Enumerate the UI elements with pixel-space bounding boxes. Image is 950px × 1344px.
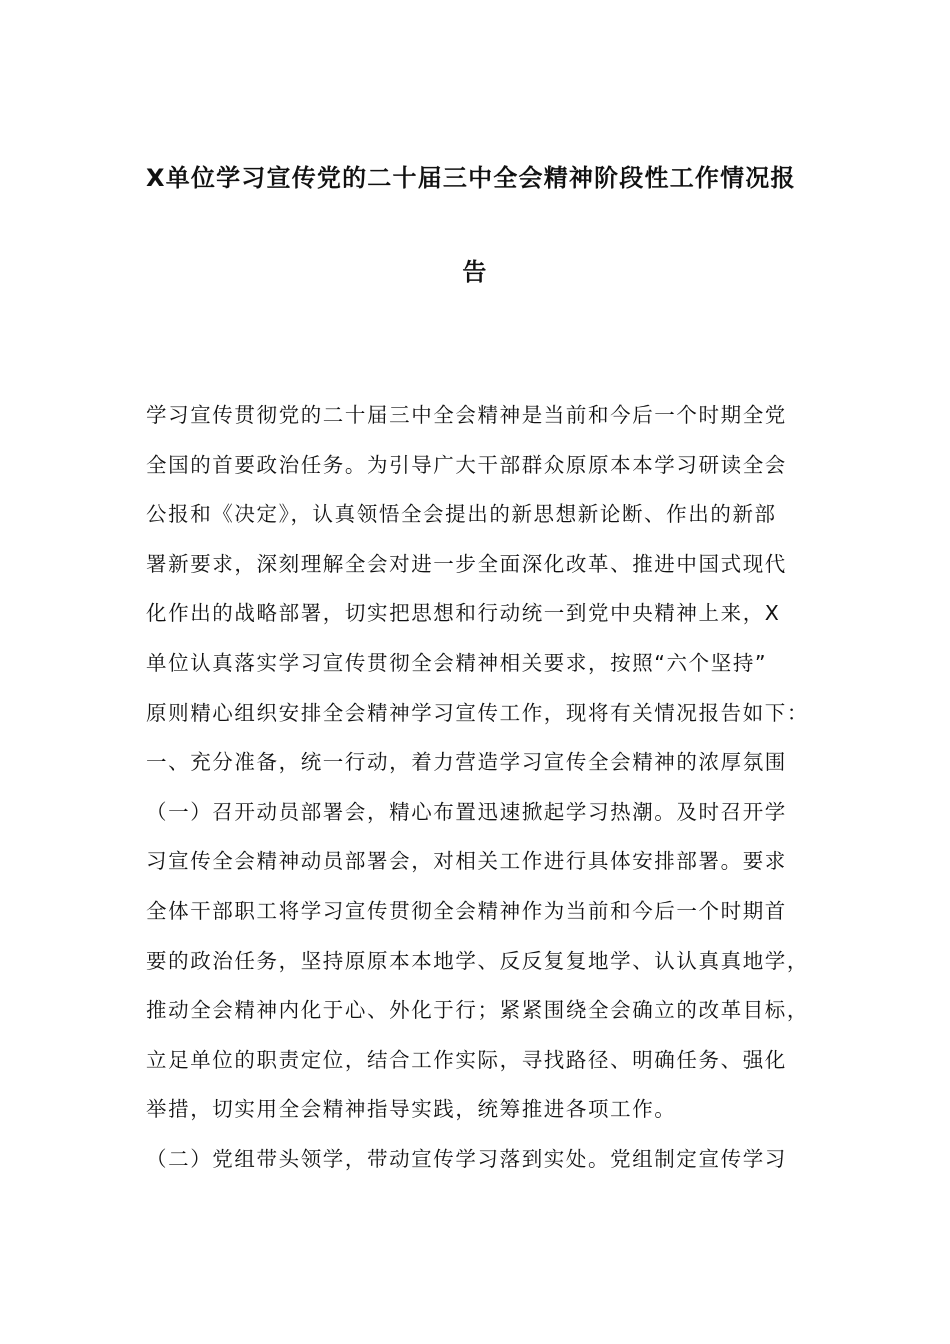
subsection-heading-1: （一）召开动员部署会，精心布置迅速掀起学习热潮。及时召开学 — [146, 799, 787, 824]
body-line: 推动全会精神内化于心、外化于行；紧紧围绕全会确立的改革目标， — [146, 998, 809, 1023]
body-line: 公报和《决定》，认真领悟全会提出的新思想新论断、作出的新部 — [146, 502, 777, 527]
document-body — [146, 398, 826, 1192]
subsection-heading-2: （二）党组带头领学，带动宣传学习落到实处。党组制定宣传学习 — [146, 1146, 787, 1171]
document-title-line-1: X单位学习宣传党的二十届三中全会精神阶段性工作情况报 — [146, 164, 796, 192]
body-line: 全国的首要政治任务。为引导广大干部群众原原本本学习研读全会 — [146, 452, 787, 477]
body-line: 要的政治任务，坚持原原本本地学、反反复复地学、认认真真地学， — [146, 948, 809, 973]
body-line: 立足单位的职责定位，结合工作实际，寻找路径、明确任务、强化 — [146, 1047, 787, 1072]
body-line: 原则精心组织安排全会精神学习宣传工作，现将有关情况报告如下： — [146, 700, 809, 725]
body-line: 习宣传全会精神动员部署会，对相关工作进行具体安排部署。要求 — [146, 849, 787, 874]
body-line: 举措，切实用全会精神指导实践，统筹推进各项工作。 — [146, 1097, 677, 1122]
document-title-line-2: 告 — [462, 258, 488, 286]
body-line: 学习宣传贯彻党的二十届三中全会精神是当前和今后一个时期全党 — [146, 403, 787, 427]
body-line: 署新要求，深刻理解全会对进一步全面深化改革、推进中国式现代 — [146, 551, 787, 576]
body-line: 全体干部职工将学习宣传贯彻全会精神作为当前和今后一个时期首 — [146, 898, 787, 923]
body-line: 单位认真落实学习宣传贯彻全会精神相关要求，按照“六个坚持” — [146, 650, 768, 675]
body-line: 化作出的战略部署，切实把思想和行动统一到党中央精神上来，X — [146, 601, 781, 626]
section-heading-1: 一、充分准备，统一行动，着力营造学习宣传全会精神的浓厚氛围 — [146, 750, 787, 775]
